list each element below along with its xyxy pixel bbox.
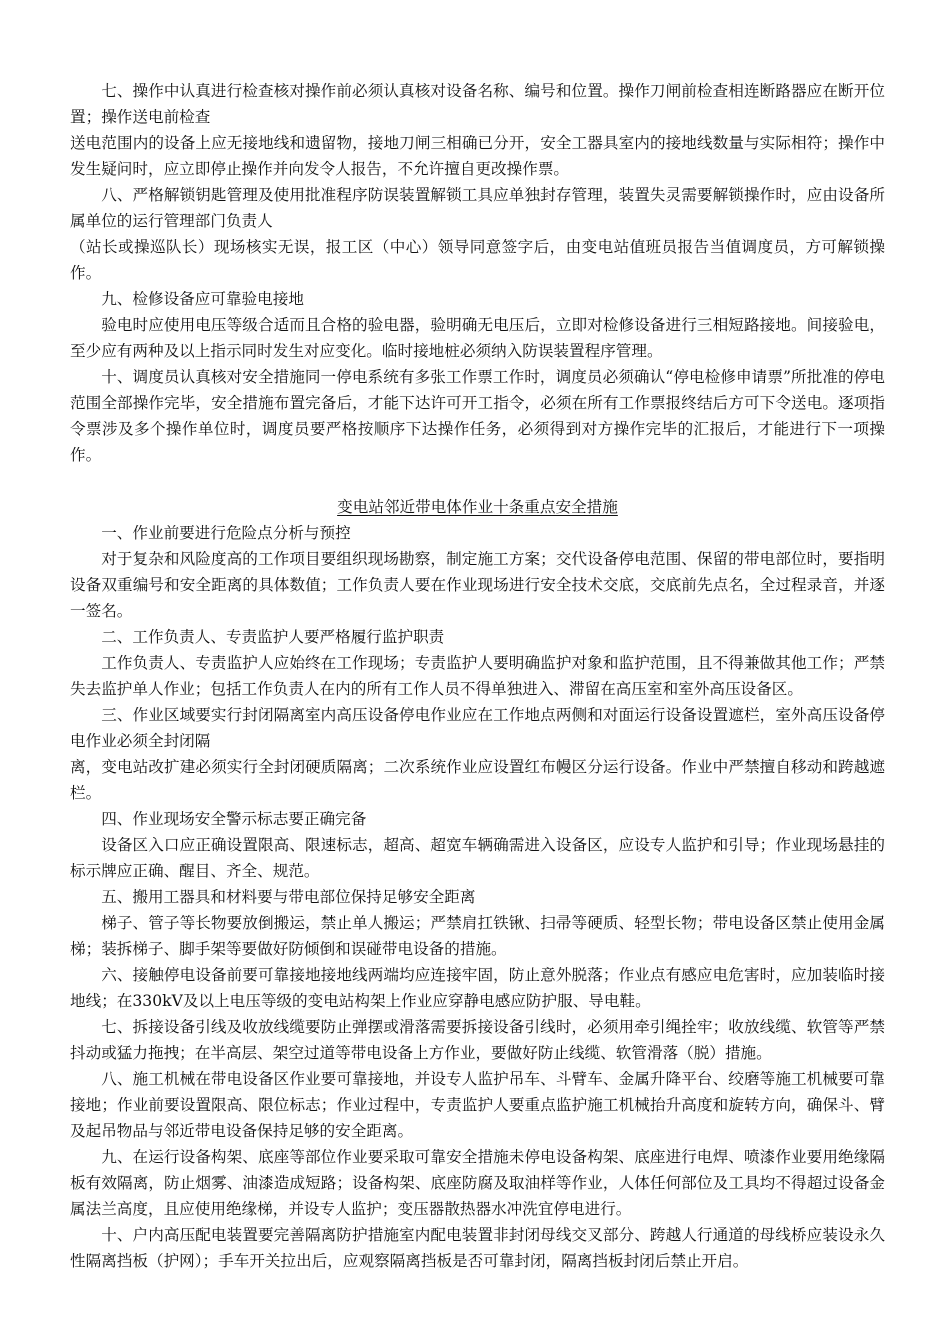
paragraph: 设备区入口应正确设置限高、限速标志，超高、超宽车辆确需进入设备区，应设专人监护和引导；作业现场悬挂的标示牌应正确、醒目、齐全、规范。 <box>70 836 885 880</box>
paragraph-heading: 五、搬用工器具和材料要与带电部位保持足够安全距离 <box>101 888 476 906</box>
paragraph: 对于复杂和风险度高的工作项目要组织现场勘察，制定施工方案；交代设备停电范围、保留的带电部位时，要指明设备双重编号和安全距离的具体数值；工作负责人要在作业现场进行安全技术交底，交底前先点名，全过程录音，并逐一签名。 <box>70 550 885 620</box>
section-spacer <box>70 468 885 494</box>
paragraph: 送电范围内的设备上应无接地线和遗留物，接地刀闸三相确已分开，安全工器具室内的接地线数量与实际相符；操作中发生疑问时，应立即停止操作并向发令人报告，不允许擅自更改操作票。 <box>70 134 885 178</box>
paragraph: 离，变电站改扩建必须实行全封闭硬质隔离；二次系统作业应设置红布幔区分运行设备。作业中严禁擅自移动和跨越遮栏。 <box>70 758 885 802</box>
paragraph-heading: 一、作业前要进行危险点分析与预控 <box>101 524 351 542</box>
paragraph-heading: 四、作业现场安全警示标志要正确完备 <box>101 810 367 828</box>
paragraph: 三、作业区域要实行封闭隔离室内高压设备停电作业应在工作地点两侧和对面运行设备设置遮栏，室外高压设备停电作业必须全封闭隔 <box>70 706 885 750</box>
paragraph: 八、严格解锁钥匙管理及使用批准程序防误装置解锁工具应单独封存管理，装置失灵需要解锁操作时，应由设备所属单位的运行管理部门负责人 <box>70 186 885 230</box>
paragraph: 八、施工机械在带电设备区作业要可靠接地，并设专人监护吊车、斗臂车、金属升降平台、绞磨等施工机械要可靠接地；作业前要设置限高、限位标志；作业过程中，专责监护人要重点监护施工机械抬升高度和旋转方向，确保斗、臂及起吊物品与邻近带电设备保持足够的安全距离。 <box>70 1070 885 1140</box>
paragraph: 六、接触停电设备前要可靠接地接地线两端均应连接牢固，防止意外脱落；作业点有感应电危害时，应加装临时接地线；在330kV及以上电压等级的变电站构架上作业应穿静电感应防护服、导电鞋。 <box>70 966 885 1010</box>
paragraph: 九、在运行设备构架、底座等部位作业要采取可靠安全措施未停电设备构架、底座进行电焊、喷漆作业要用绝缘隔板有效隔离，防止烟雾、油漆造成短路；设备构架、底座防腐及取油样等作业，人体任何部位及工具均不得超过设备金属法兰高度，且应使用绝缘梯，并设专人监护；变压器散热器水冲洗宜停电进行。 <box>70 1148 885 1218</box>
paragraph: 七、操作中认真进行检查核对操作前必须认真核对设备名称、编号和位置。操作刀闸前检查相连断路器应在断开位置；操作送电前检查 <box>70 82 885 126</box>
paragraph: 工作负责人、专责监护人应始终在工作现场；专责监护人要明确监护对象和监护范围，且不得兼做其他工作；严禁失去监护单人作业；包括工作负责人在内的所有工作人员不得单独进入、滞留在高压室和室外高压设备区。 <box>70 654 885 698</box>
paragraph: （站长或操巡队长）现场核实无误，报工区（中心）领导同意签字后，由变电站值班员报告当值调度员，方可解锁操作。 <box>70 238 885 282</box>
paragraph-heading: 二、工作负责人、专责监护人要严格履行监护职责 <box>101 628 445 646</box>
paragraph: 验电时应使用电压等级合适而且合格的验电器，验明确无电压后，立即对检修设备进行三相短路接地。间接验电，至少应有两种及以上指示同时发生对应变化。临时接地桩必须纳入防误装置程序管理。 <box>70 316 885 360</box>
paragraph: 十、户内高压配电装置要完善隔离防护措施室内配电装置非封闭母线交叉部分、跨越人行通道的母线桥应装设永久性隔离挡板（护网）；手车开关拉出后，应观察隔离挡板是否可靠封闭，隔离挡板封闭后禁止开启。 <box>70 1226 885 1270</box>
paragraph: 梯子、管子等长物要放倒搬运，禁止单人搬运；严禁肩扛铁锹、扫帚等硬质、轻型长物；带电设备区禁止使用金属梯；装拆梯子、脚手架等要做好防倾倒和误碰带电设备的措施。 <box>70 914 885 958</box>
paragraph-heading: 九、检修设备应可靠验电接地 <box>101 290 304 308</box>
part2-section <box>70 520 885 1274</box>
document-page <box>70 78 885 1274</box>
section-title: 变电站邻近带电体作业十条重点安全措施 <box>337 498 618 516</box>
paragraph: 七、拆接设备引线及收放线缆要防止弹摆或滑落需要拆接设备引线时，必须用牵引绳拴牢；收放线缆、软管等严禁抖动或猛力拖拽；在半高层、架空过道等带电设备上方作业，要做好防止线缆、软管滑落（脱）措施。 <box>70 1018 885 1062</box>
paragraph: 十、调度员认真核对安全措施同一停电系统有多张工作票工作时，调度员必须确认“停电检修申请票”所批准的停电范围全部操作完毕，安全措施布置完备后，才能下达许可开工指令，必须在所有工作票报终结后方可下令送电。逐项指令票涉及多个操作单位时，调度员要严格按顺序下达操作任务，必须得到对方操作完毕的汇报后，才能进行下一项操作。 <box>70 368 885 464</box>
part1-section <box>70 78 885 468</box>
